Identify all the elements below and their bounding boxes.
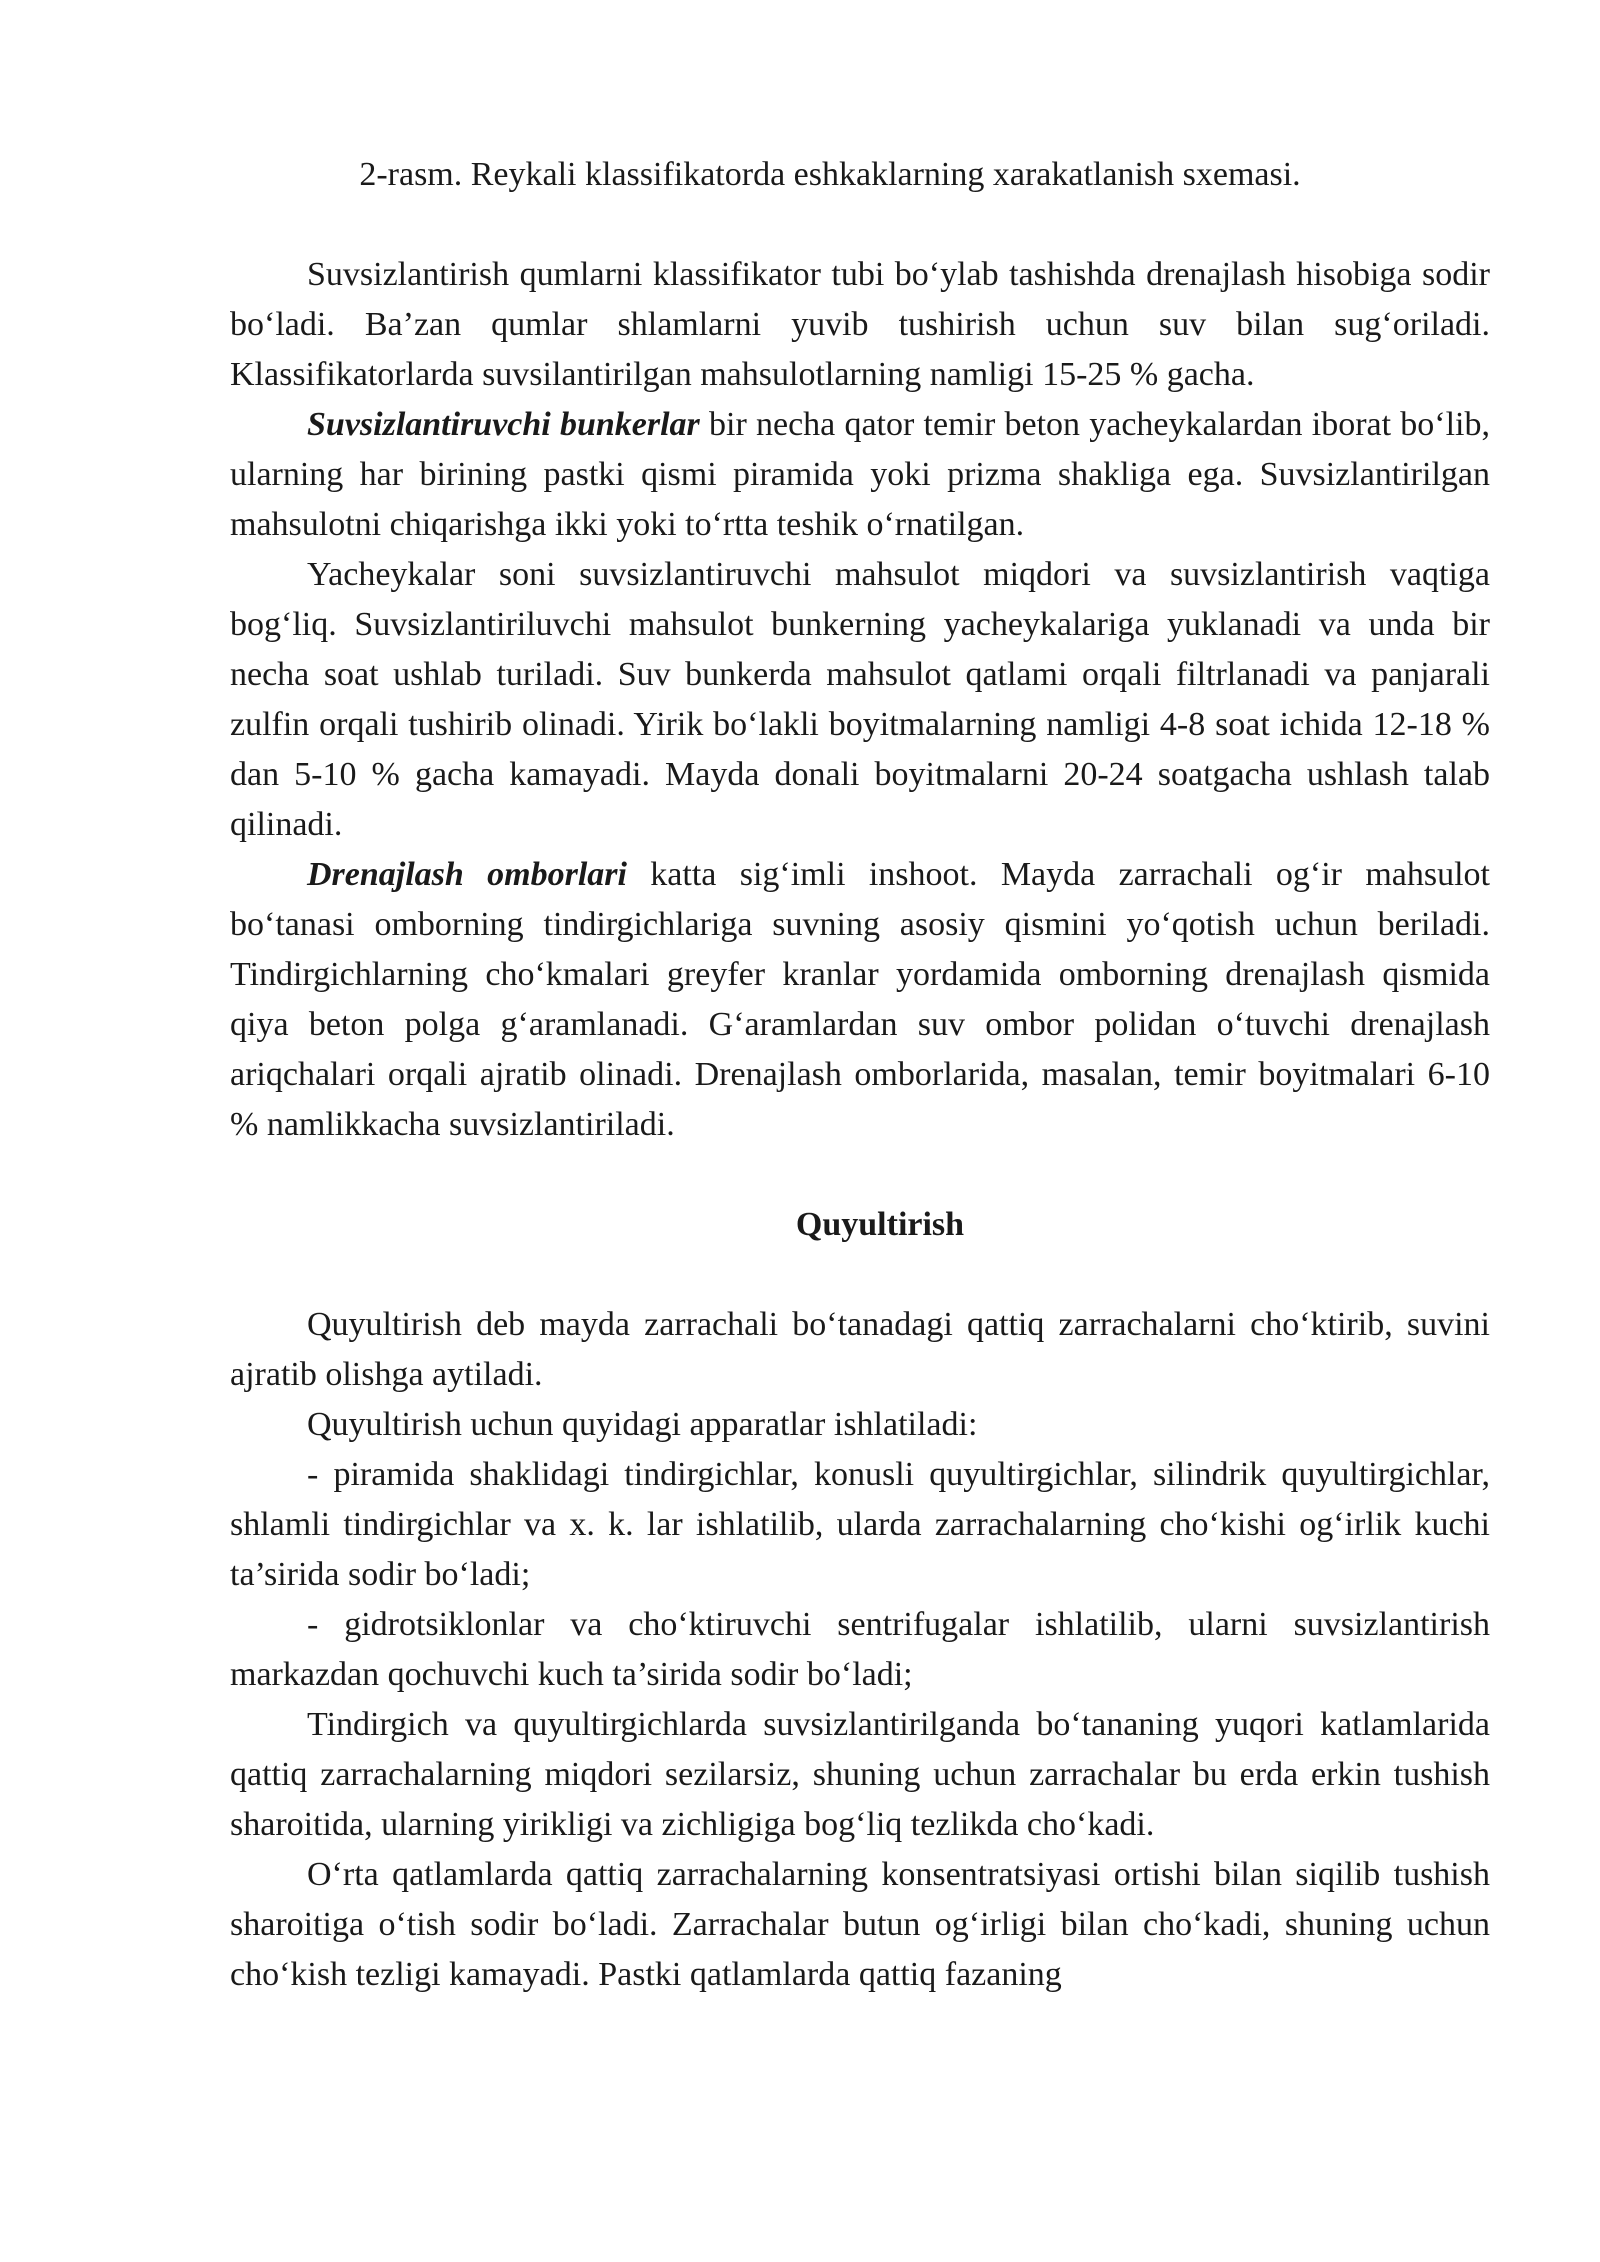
paragraph-text: bir necha qator temir beton yacheykalardan iborat bo‘lib, ularning har birining pastki qismi piramida yoki prizma shakliga ega. Suvsizlantirilgan mahsulotni chiqarishga ikki yoki to‘rtta teshik o‘rnatilgan. — [230, 406, 1490, 543]
list-item-centrifugal-apparatus: - gidrotsiklonlar va cho‘ktiruvchi sentrifugalar ishlatilib, ularni suvsizlantirish markazdan qochuvchi kuch ta’sirida sodir bo‘ladi; — [230, 1606, 1490, 1693]
paragraph-drainage-storage — [230, 850, 1490, 1150]
section-heading: Quyultirish — [795, 1206, 965, 1243]
paragraph-dewatering-bunkers — [230, 400, 1490, 550]
paragraph-thickening-definition: Quyultirish deb mayda zarrachali bo‘tanadagi qattiq zarrachalarni cho‘ktirib, suvini ajratib olishga aytiladi. — [230, 1306, 1490, 1393]
term-dewatering-bunkers: Suvsizlantiruvchi bunkerlar — [307, 406, 700, 443]
document-page — [230, 150, 1490, 2000]
list-item-gravity-apparatus: - piramida shaklidagi tindirgichlar, konusli quyultirgichlar, silindrik quyultirgichlar, shlamli tindirgichlar va x. k. lar ishlatilib, ularda zarrachalarning cho‘kishi og‘irlik kuchi ta’sirida sodir bo‘ladi; — [230, 1456, 1490, 1593]
paragraph-upper-layers: Tindirgich va quyultirgichlarda suvsizlantirilganda bo‘tananing yuqori katlamlarida qattiq zarrachalarning miqdori sezilarsiz, shuning uchun zarrachalar bu erda erkin tushish sharoitida, ularning yirikligi va zichligiga bog‘liq tezlikda cho‘kadi. — [230, 1706, 1490, 1843]
paragraph-middle-layers: O‘rta qatlamlarda qattiq zarrachalarning konsentratsiyasi ortishi bilan siqilib tushish sharoitiga o‘tish sodir bo‘ladi. Zarrachalar butun og‘irligi bilan cho‘kadi, shuning uchun cho‘kish tezligi kamayadi. Pastki qatlamlarda qattiq fazaning — [230, 1856, 1490, 1993]
paragraph-apparatus-intro: Quyultirish uchun quyidagi apparatlar ishlatiladi: — [307, 1406, 978, 1443]
paragraph-cells: Yacheykalar soni suvsizlantiruvchi mahsulot miqdori va suvsizlantirish vaqtiga bog‘liq. Suvsizlantiriluvchi mahsulot bunkerning yacheykalariga yuklanadi va unda bir necha soat ushlab turiladi. Suv bunkerda mahsulot qatlami orqali filtrlanadi va panjarali zulfin orqali tushirib olinadi. Yirik bo‘lakli boyitmalarning namligi 4-8 soat ichida 12-18 % dan 5-10 % gacha kamayadi. Mayda donali boyitmalarni 20-24 soatgacha ushlash talab qilinadi. — [230, 556, 1490, 843]
paragraph-dewatering-sands: Suvsizlantirish qumlarni klassifikator tubi bo‘ylab tashishda drenajlash hisobiga sodir bo‘ladi. Ba’zan qumlar shlamlarni yuvib tushirish uchun suv bilan sug‘oriladi. Klassifikatorlarda suvsilantirilgan mahsulotlarning namligi 15-25 % gacha. — [230, 256, 1490, 393]
paragraph-text: katta sig‘imli inshoot. Mayda zarrachali og‘ir mahsulot bo‘tanasi omborning tindirgichlariga suvning asosiy qismini yo‘qotish uchun beriladi. Tindirgichlarning cho‘kmalari greyfer kranlar yordamida omborning drenajlash qismida qiya beton polga g‘aramlanadi. G‘aramlardan suv ombor polidan o‘tuvchi drenajlash ariqchalari orqali ajratib olinadi. Drenajlash omborlarida, masalan, temir boyitmalari 6-10 % namlikkacha suvsizlantiriladi. — [230, 856, 1491, 1143]
figure-caption: 2-rasm. Reykali klassifikatorda eshkaklarning xarakatlanish sxemasi. — [359, 156, 1301, 193]
term-drainage-storage: Drenajlash omborlari — [307, 856, 627, 893]
